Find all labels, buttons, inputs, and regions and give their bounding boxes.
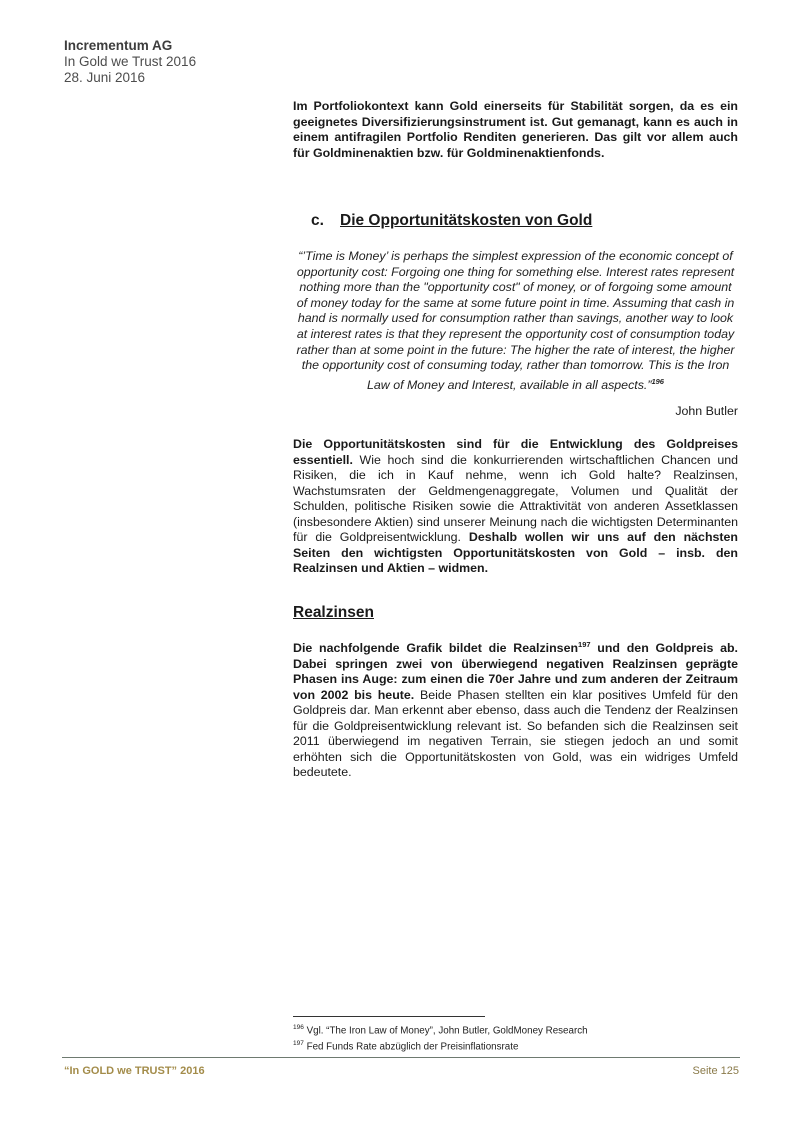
section-title: Die Opportunitätskosten von Gold [340, 212, 593, 229]
footer-divider [62, 1057, 740, 1058]
section-letter: c. [311, 212, 324, 229]
company-name: Incrementum AG [64, 38, 173, 53]
footer-report-name: “In GOLD we TRUST” 2016 [64, 1065, 205, 1077]
quote-block [293, 249, 738, 393]
realzinsen-paragraph [293, 637, 738, 781]
real-normal: Beide Phasen stellten ein klar positives Umfeld für den Goldpreis dar. Man erkennt aber ebenso, dass auch die Tendenz der Realzinsen für die Goldpreisentwicklung relevant ist. So befanden sich die Realzinsen seit 2011 überwiegend im negativen Terrain, sie stiegen jedoch an und somit erhöhten sich die Opportunitätskosten von Gold, was ein widriges Umfeld bedeutete. [293, 687, 739, 780]
intro-paragraph: Im Portfoliokontext kann Gold einerseits für Stabilität sorgen, da es ein geeignetes Diversifizierungsinstrument ist. Gut gemanagt, kann es auch in einem antifragilen Portfolio Renditen generieren. Das gilt vor allem auch für Goldminenaktien bzw. für Goldminenaktienfonds. [293, 99, 738, 160]
report-title: In Gold we Trust 2016 [64, 54, 197, 69]
quote-text: “’Time is Money’ is perhaps the simplest expression of the economic concept of opportunity cost: Forgoing one thing for something else. Interest rates represent nothing more than the "opportunity cost" of money, or of forgoing some amount of money today for the same at some future point in time. Assuming that cash in hand is normally used for consumption rather than savings, another way to look at interest rates is that they represent the opportunity cost of consumption today rather than at some point in the future: The higher the rate of interest, the higher the opportunity cost of consuming today, rather than tomorrow. This is the Iron Law of Money and Interest, available in all aspects.” [296, 249, 735, 392]
page-header [64, 38, 196, 86]
opp-bold-start: Die Opportunitätskosten sind für die Entwicklung des Goldpreises essentiell. [293, 437, 738, 467]
footnotes [293, 1022, 588, 1054]
opp-bold-end: Deshalb wollen wir uns auf den nächsten Seiten den wichtigsten Opportunitätskosten von Gold – insb. den Realzinsen und Aktien – widmen. [293, 530, 738, 575]
report-date: 28. Juni 2016 [64, 70, 146, 85]
opp-normal: Wie hoch sind die konkurrierenden wirtschaftlichen Chancen und Risiken, die ich in Kauf nehme, wenn ich Gold halte? Realzinsen, Wachstumsraten der Geldmengenaggregate, Volumen und Qualität der Schulden, politische Risiken sowie die Attraktivität von anderen Assetklassen (insbesondere Aktien) sind unserer Meinung nach die wichtigsten Determinanten für die Goldpreisentwicklung. [293, 452, 738, 544]
footnote-divider [293, 1016, 485, 1017]
footnote-196 [293, 1022, 588, 1038]
footnote-ref-197: 197 [578, 640, 591, 649]
footnote-text: Vgl. “The Iron Law of Money”, John Butler, GoldMoney Research [303, 1025, 588, 1037]
real-bold-part1: Die nachfolgende Grafik bildet die Realzinsen [293, 641, 579, 656]
section-heading-c [311, 212, 756, 230]
footnote-number: 197 [293, 1039, 304, 1047]
real-bold-part2: und den Goldpreis ab. Dabei springen zwei von überwiegend negativen Realzinsen geprägte Phasen ins Auge: zum einen die 70er Jahre und zum anderen der Zeitraum von 2002 bis heute. [293, 641, 738, 702]
page-number: Seite 125 [692, 1065, 739, 1077]
realzinsen-heading: Realzinsen [293, 604, 374, 621]
quote-author: John Butler [675, 404, 738, 418]
opportunity-paragraph [293, 437, 738, 577]
footnote-ref-196: 196 [651, 376, 664, 386]
footnote-197 [293, 1038, 588, 1054]
footnote-text: Fed Funds Rate abzüglich der Preisinflationsrate [303, 1041, 519, 1053]
footnote-number: 196 [293, 1024, 304, 1031]
